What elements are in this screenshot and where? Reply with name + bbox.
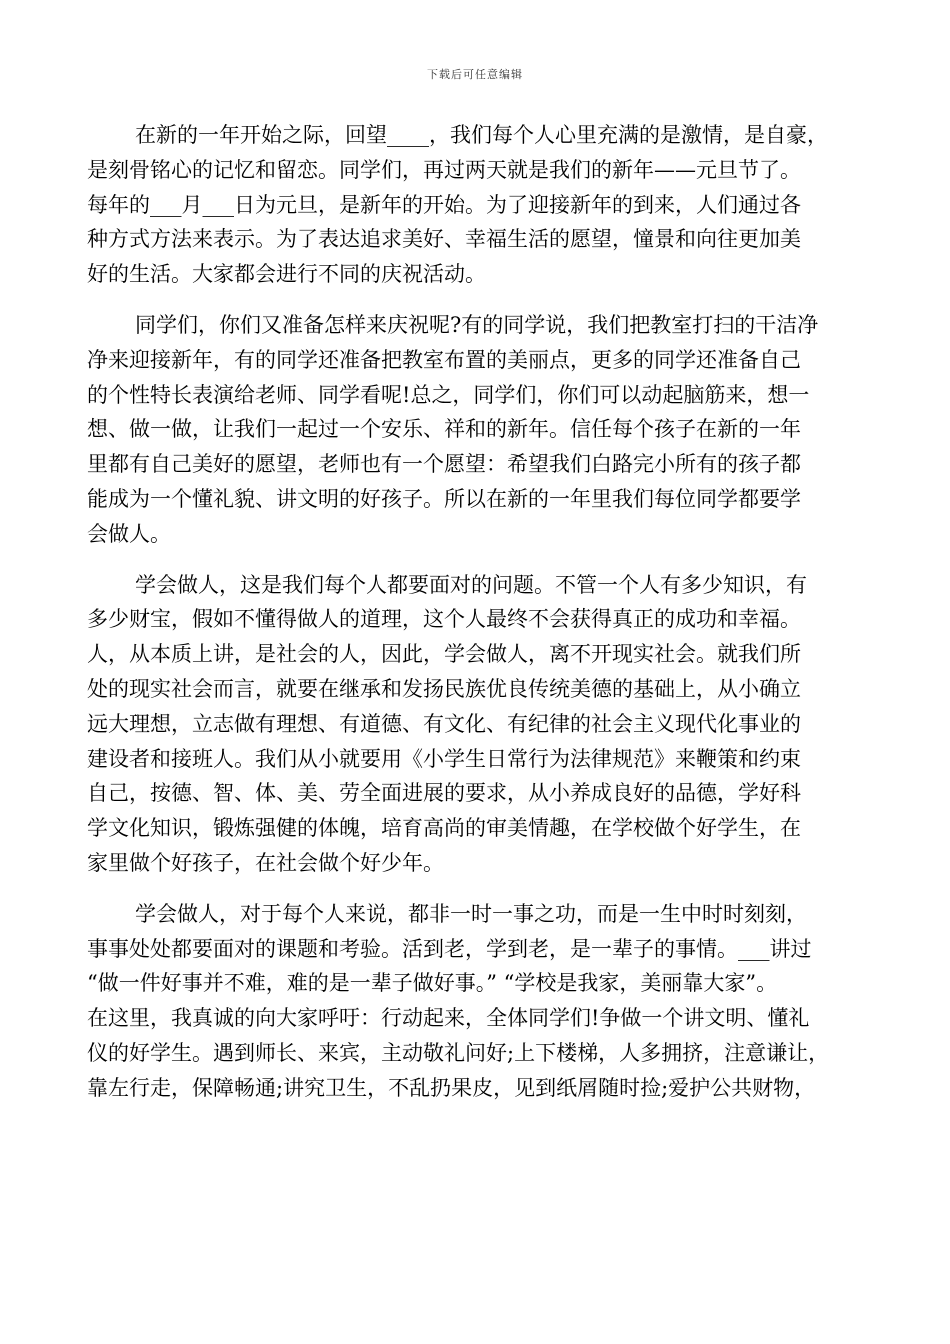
text-line: 建设者和接班人。我们从小就要用《小学生日常行为法律规范》来鞭策和约束 [87,746,801,771]
text-line: 处的现实社会而言，就要在继承和发扬民族优良传统美德的基础上，从小确立 [87,676,801,701]
text-line: 好的生活。大家都会进行不同的庆祝活动。 [87,262,486,287]
text-line: 里都有自己美好的愿望，老师也有一个愿望：希望我们白路完小所有的孩子都 [87,452,801,477]
text-line: 种方式方法来表示。为了表达追求美好、幸福生活的愿望，憧景和向往更加美 [87,227,801,252]
document-body [87,118,863,1106]
page-header: 下载后可任意编辑 [427,68,523,81]
paragraph-spacer [87,552,863,568]
paragraph-2 [87,308,863,552]
text-line: 家里做个好孩子，在社会做个好少年。 [87,850,444,875]
text-line: 仪的好学生。遇到师长、来宾，主动敬礼问好;上下楼梯，人多拥挤，注意谦让， [87,1040,830,1065]
text-line: 学文化知识，锻炼强健的体魄，培育高尚的审美情趣，在学校做个好学生，在 [87,816,801,841]
text-line: 多少财宝，假如不懂得做人的道理，这个人最终不会获得真正的成功和幸福。 [87,607,801,632]
text-line: 想、做一做，让我们一起过一个安乐、祥和的新年。信任每个孩子在新的一年 [87,417,801,442]
text-line: 每年的___月___日为元旦，是新年的开始。为了迎接新年的到来，人们通过各 [87,192,801,217]
text-line: 是刻骨铭心的记忆和留恋。同学们，再过两天就是我们的新年——元旦节了。 [87,157,801,182]
text-line: 的个性特长表演给老师、同学看呢!总之，同学们，你们可以动起脑筋来，想一 [87,382,810,407]
text-line: 同学们，你们又准备怎样来庆祝呢?有的同学说，我们把教室打扫的干洁净 [135,312,819,337]
paragraph-3 [87,568,863,881]
paragraph-spacer [87,292,863,308]
text-line: 事事处处都要面对的课题和考验。活到老，学到老，是一辈子的事情。___讲过 [87,936,812,961]
text-line: 能成为一个懂礼貌、讲文明的好孩子。所以在新的一年里我们每位同学都要学 [87,486,801,511]
paragraph-4 [87,897,863,1106]
paragraph-1 [87,118,863,292]
text-line: 远大理想，立志做有理想、有道德、有文化、有纪律的社会主义现代化事业的 [87,711,801,736]
text-line: 会做人。 [87,521,171,546]
text-line: 人，从本质上讲，是社会的人，因此，学会做人，离不开现实社会。就我们所 [87,642,801,667]
text-line: 在新的一年开始之际，回望____，我们每个人心里充满的是激情，是自豪， [135,123,828,147]
text-line: 自己，按德、智、体、美、劳全面进展的要求，从小养成良好的品德，学好科 [87,781,801,806]
text-line: 学会做人，对于每个人来说，都非一时一事之功，而是一生中时时刻刻， [135,901,807,926]
text-line: 学会做人，这是我们每个人都要面对的问题。不管一个人有多少知识，有 [135,572,807,597]
paragraph-spacer [87,881,863,897]
text-line: 靠左行走，保障畅通;讲究卫生，不乱扔果皮，见到纸屑随时捡;爱护公共财物， [87,1075,816,1100]
text-line: 净来迎接新年，有的同学还准备把教室布置的美丽点，更多的同学还准备自己 [87,347,801,372]
text-line: 在这里，我真诚的向大家呼吁：行动起来，全体同学们!争做一个讲文明、懂礼 [87,1006,810,1031]
text-line: “做一件好事并不难，难的是一辈子做好事。” “学校是我家，美丽靠大家”。 [87,971,778,996]
